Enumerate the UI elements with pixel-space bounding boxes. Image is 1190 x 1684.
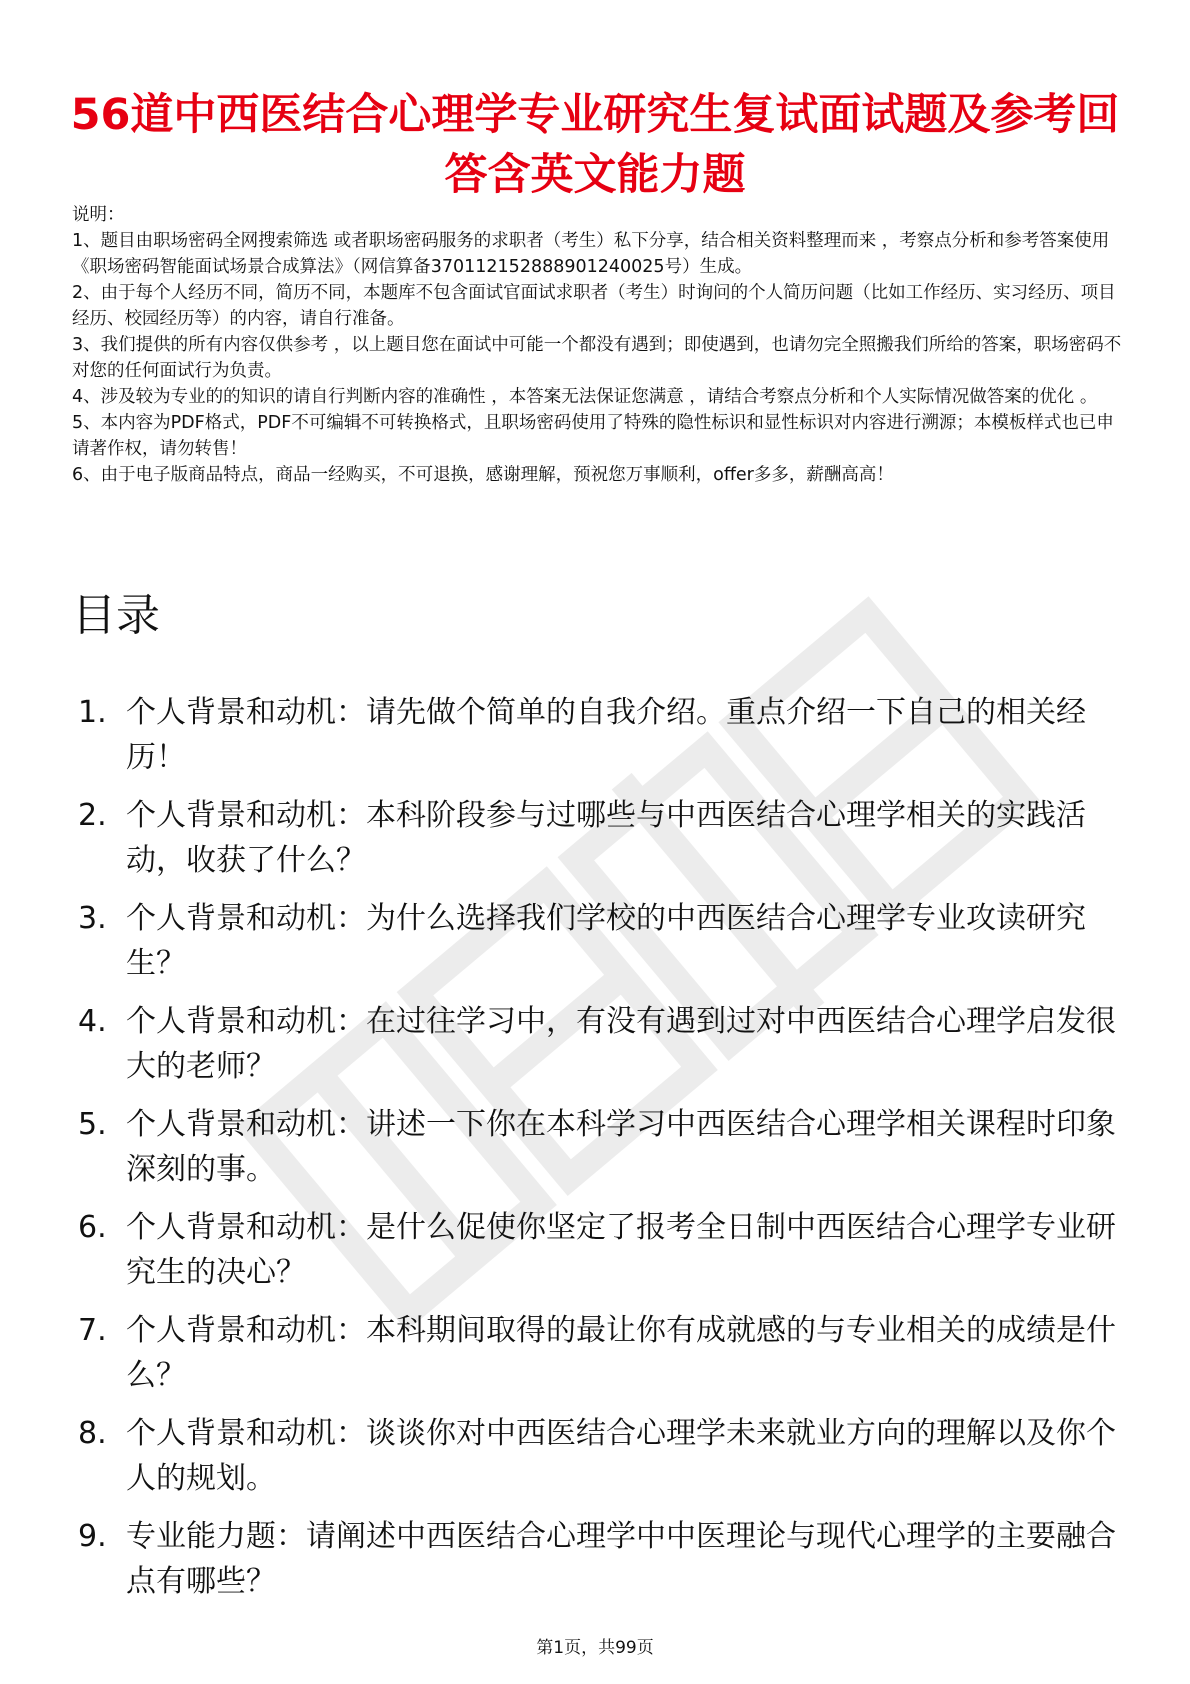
note-item: 1、题目由职场密码全网搜索筛选 或者职场密码服务的求职者（考生）私下分享，结合相关资料整理而来 ，考察点分析和参考答案使用《职场密码智能面试场景合成算法》（网信算备370112152888901240025号）生成。: [72, 231, 1110, 277]
toc-item-number: 9.: [78, 1519, 107, 1554]
toc-item[interactable]: [72, 1102, 1132, 1192]
note-item: 4、涉及较为专业的的知识的请自行判断内容的准确性 ，本答案无法保证您满意 ，请结合考察点分析和个人实际情况做答案的优化 。: [72, 387, 1098, 407]
note-item: 2、由于每个人经历不同，简历不同，本题库不包含面试官面试求职者（考生）时询问的个人简历问题（比如工作经历、实习经历、项目经历、校园经历等）的内容，请自行准备。: [72, 283, 1116, 329]
toc-item[interactable]: [72, 1514, 1132, 1604]
toc-title: 目录: [72, 590, 160, 641]
toc-item-text: 个人背景和动机：在过往学习中，有没有遇到过对中西医结合心理学启发很大的老师？: [126, 1004, 1116, 1084]
toc-item[interactable]: [72, 1411, 1132, 1501]
toc-item-number: 6.: [78, 1210, 107, 1245]
toc-item-number: 4.: [78, 1004, 107, 1039]
toc-item-number: 5.: [78, 1107, 107, 1142]
toc-item-number: 2.: [78, 798, 107, 833]
toc-item[interactable]: [72, 793, 1132, 883]
note-item: 3、我们提供的所有内容仅供参考 ，以上题目您在面试中可能一个都没有遇到；即使遇到，也请勿完全照搬我们所给的答案，职场密码不对您的任何面试行为负责。: [72, 335, 1122, 381]
notes-heading: 说明：: [72, 205, 125, 225]
toc-item-number: 8.: [78, 1416, 107, 1451]
table-of-contents: [72, 690, 1132, 1617]
toc-item-number: 1.: [78, 695, 107, 730]
note-item: 5、本内容为PDF格式，PDF不可编辑不可转换格式，且职场密码使用了特殊的隐性标识和显性标识对内容进行溯源；本模板样式也已申请著作权，请勿转售！: [72, 413, 1114, 459]
toc-item-text: 个人背景和动机：为什么选择我们学校的中西医结合心理学专业攻读研究生？: [126, 901, 1086, 981]
toc-item[interactable]: [72, 999, 1132, 1089]
toc-item-text: 个人背景和动机：是什么促使你坚定了报考全日制中西医结合心理学专业研究生的决心？: [126, 1210, 1116, 1290]
page-number-footer: 第1页，共99页: [536, 1638, 654, 1658]
note-item: 6、由于电子版商品特点，商品一经购买，不可退换，感谢理解，预祝您万事顺利，offer多多，薪酬高高！: [72, 465, 894, 485]
toc-item-number: 3.: [78, 901, 107, 936]
toc-item-text: 个人背景和动机：讲述一下你在本科学习中西医结合心理学相关课程时印象深刻的事。: [126, 1107, 1116, 1187]
toc-item[interactable]: [72, 690, 1132, 780]
toc-item[interactable]: [72, 1308, 1132, 1398]
toc-item-text: 专业能力题：请阐述中西医结合心理学中中医理论与现代心理学的主要融合点有哪些？: [126, 1519, 1116, 1599]
toc-item[interactable]: [72, 1205, 1132, 1295]
toc-item-text: 个人背景和动机：本科阶段参与过哪些与中西医结合心理学相关的实践活动，收获了什么？: [126, 798, 1086, 878]
toc-item-number: 7.: [78, 1313, 107, 1348]
notes-section: [72, 202, 1122, 488]
toc-item-text: 个人背景和动机：请先做个简单的自我介绍。重点介绍一下自己的相关经历！: [126, 695, 1086, 775]
document-title: 56道中西医结合心理学专业研究生复试面试题及参考回答含英文能力题: [70, 89, 1120, 200]
toc-item[interactable]: [72, 896, 1132, 986]
toc-item-text: 个人背景和动机：本科期间取得的最让你有成就感的与专业相关的成绩是什么？: [126, 1313, 1116, 1393]
toc-item-text: 个人背景和动机：谈谈你对中西医结合心理学未来就业方向的理解以及你个人的规划。: [126, 1416, 1116, 1496]
